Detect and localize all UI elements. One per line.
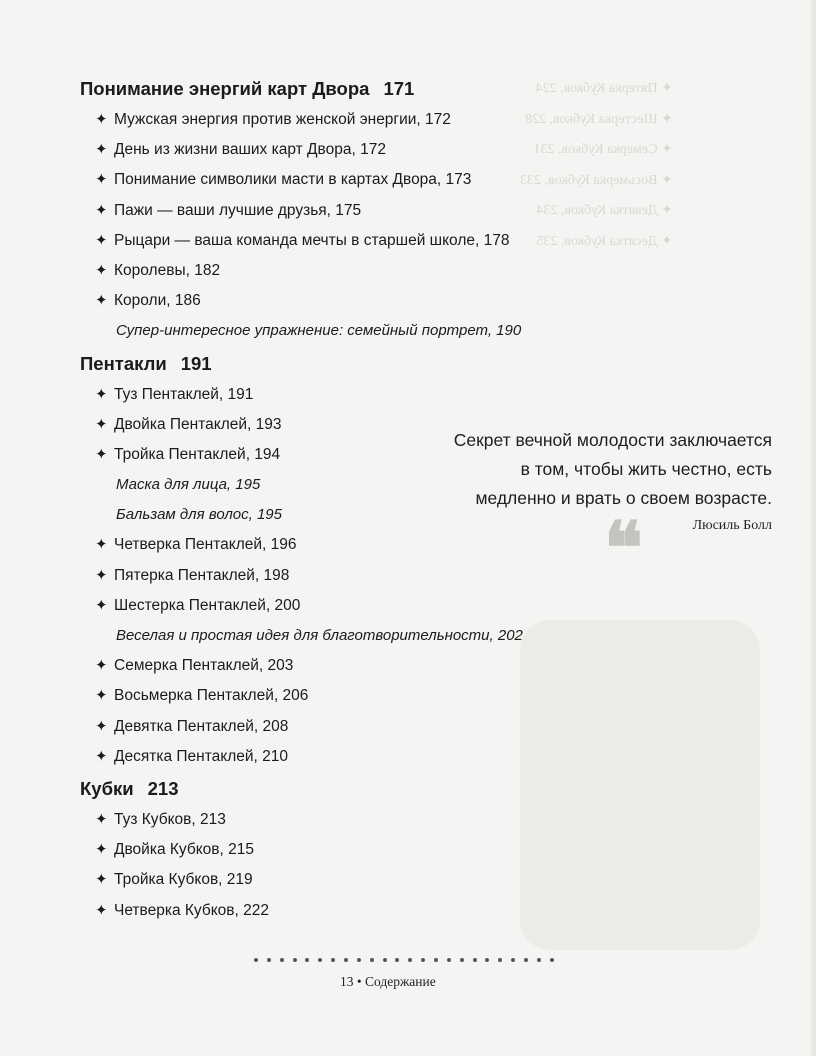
toc-entry-text: Четверка Кубков, 222 [114, 901, 269, 919]
toc-entry [95, 561, 580, 591]
bullet-star-icon: ✦ [95, 810, 108, 828]
page-edge [810, 0, 816, 1056]
toc-entry-text: Мужская энергия против женской энергии, 172 [114, 111, 451, 128]
toc-entry [95, 591, 580, 621]
toc-entry-text: Шестерка Пентаклей, 200 [114, 596, 301, 614]
bullet-star-icon: ✦ [95, 415, 108, 433]
toc-subentry [116, 621, 580, 651]
toc-entry-text: Восьмерка Пентаклей, 206 [114, 687, 309, 705]
toc-entry [95, 256, 580, 286]
bullet-star-icon: ✦ [95, 747, 108, 765]
bullet-star-icon: ✦ [95, 231, 108, 249]
toc-entry-text: Четверка Пентаклей, 196 [114, 536, 297, 554]
toc-entry [95, 865, 580, 895]
toc-entry [95, 530, 580, 560]
footer-label: Содержание [364, 974, 436, 989]
bullet-star-icon: ✦ [95, 841, 108, 859]
bullet-star-icon: ✦ [95, 596, 108, 614]
section-title: Пентакли [80, 352, 167, 374]
toc-entry [95, 105, 580, 135]
toc-entry [95, 651, 580, 681]
bullet-star-icon: ✦ [95, 385, 108, 403]
bullet-star-icon: ✦ [95, 261, 108, 279]
bullet-star-icon: ✦ [95, 657, 108, 675]
toc-entry-text: Двойка Пентаклей, 193 [114, 415, 282, 433]
toc-entry-text: Семерка Пентаклей, 203 [114, 657, 294, 675]
section-heading [80, 347, 580, 380]
page-footer [340, 974, 436, 990]
bullet-star-icon: ✦ [95, 171, 108, 189]
toc-entry-text: Двойка Кубков, 215 [114, 841, 254, 859]
toc-entry-text: Туз Кубков, 213 [114, 810, 226, 828]
toc-entry-text: Королевы, 182 [114, 261, 221, 279]
toc-entry [95, 226, 580, 256]
quote-line: в том, чтобы жить честно, есть [520, 459, 772, 479]
section-title: Понимание энергий карт Двора [80, 78, 370, 99]
toc-entry-text: Веселая и простая идея для благотворительности, 202 [116, 627, 523, 644]
section-heading [80, 72, 580, 105]
section-page-number: 213 [147, 777, 179, 799]
bullet-star-icon: ✦ [95, 717, 108, 735]
section-page-number: 191 [180, 352, 212, 374]
toc-entry [95, 380, 580, 410]
toc-entry-text: Рыцари — ваша команда мечты в старшей школе, 178 [114, 231, 510, 249]
page-number: 13 [340, 974, 354, 989]
toc-entry [95, 835, 580, 865]
bullet-star-icon: ✦ [95, 687, 108, 705]
toc-entry-text: Тройка Кубков, 219 [114, 871, 253, 889]
toc-entry [95, 805, 580, 835]
toc-entry [95, 712, 580, 742]
bullet-star-icon: ✦ [95, 141, 108, 159]
quote-author: Люсиль Болл [692, 518, 772, 533]
bullet-star-icon: ✦ [95, 111, 108, 128]
bullet-star-icon: ✦ [95, 871, 108, 889]
toc-entry-text: Маска для лица, 195 [116, 476, 261, 494]
quote-line: медленно и врать о своем возрасте. [475, 488, 772, 508]
toc-entry [95, 196, 580, 226]
toc-entry-text: День из жизни ваших карт Двора, 172 [114, 141, 386, 159]
toc-entry [95, 286, 580, 316]
bullet-star-icon: ✦ [95, 201, 108, 219]
section-page-number: 171 [383, 78, 415, 99]
bullet-star-icon: ✦ [95, 566, 108, 584]
toc-entry [95, 896, 580, 926]
toc-entry [95, 742, 580, 772]
toc-entry-text: Десятка Пентаклей, 210 [114, 747, 289, 765]
quote-marks-icon: ❝ [604, 505, 643, 590]
bullet-star-icon: ✦ [95, 445, 108, 463]
toc-entry-text: Пажи — ваши лучшие друзья, 175 [114, 201, 362, 219]
toc-entry-text: Супер-интересное упражнение: семейный портрет, 190 [116, 322, 522, 340]
quote-line: Секрет вечной молодости заключается [453, 430, 772, 450]
toc-entry-text: Короли, 186 [114, 292, 201, 310]
footer-separator: • [356, 974, 362, 989]
footer-divider [254, 958, 554, 962]
section-heading [80, 772, 580, 805]
bleed-through-text: ✦ Пятерка Кубков, 224 ✦ Шестерка Кубков, 228 ✦ Семерка Кубков, 231 ✦ Восьмерка Кубков, 233 ✦ Девятка Кубков, 234 ✦ Десятка Кубков, 235 [520, 81, 673, 249]
section-title: Кубки [80, 777, 134, 799]
toc-entry [95, 165, 580, 195]
epigraph-quote [392, 426, 772, 513]
bullet-star-icon: ✦ [95, 292, 108, 310]
toc-entry-text: Бальзам для волос, 195 [116, 506, 282, 524]
toc-entry-text: Понимание символики масти в картах Двора, 173 [114, 171, 472, 189]
toc-entry-text: Девятка Пентаклей, 208 [114, 717, 289, 735]
toc-subentry [116, 316, 580, 346]
toc-entry-text: Пятерка Пентаклей, 198 [114, 566, 290, 584]
toc-entry-text: Туз Пентаклей, 191 [114, 385, 254, 403]
toc-entry [95, 135, 580, 165]
bullet-star-icon: ✦ [95, 901, 108, 919]
toc-entry-text: Тройка Пентаклей, 194 [114, 445, 281, 463]
toc-entry [95, 681, 580, 711]
bullet-star-icon: ✦ [95, 536, 108, 554]
